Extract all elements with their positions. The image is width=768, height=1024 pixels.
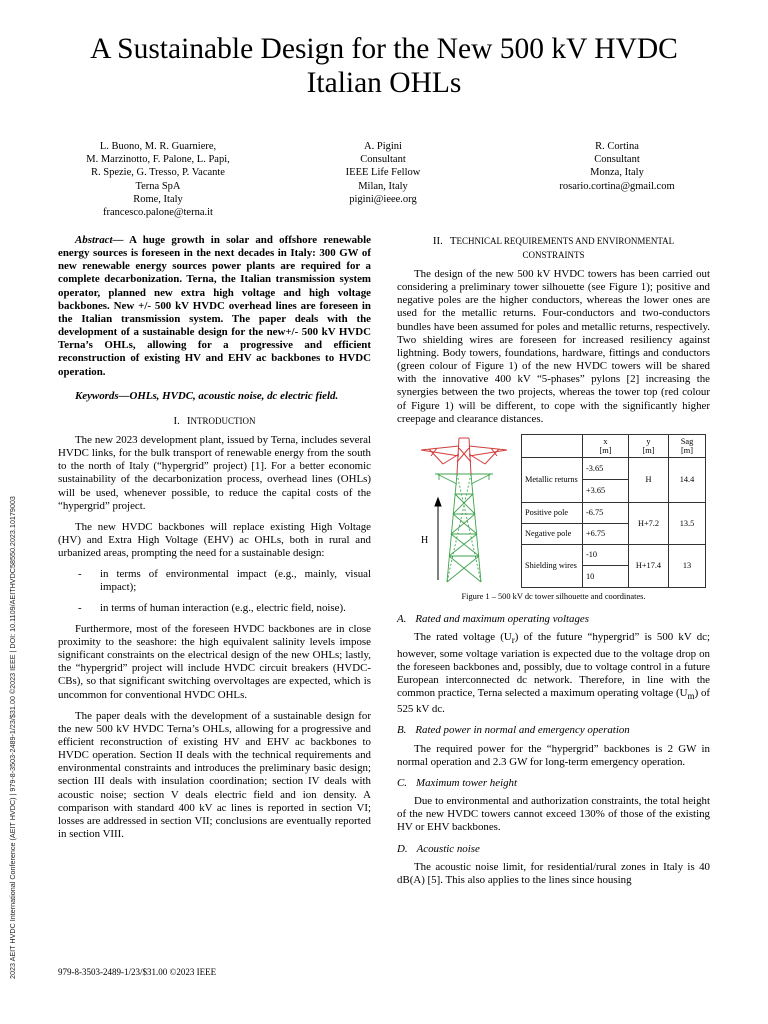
abstract — [58, 234, 371, 379]
header-x: x — [603, 436, 608, 446]
cell-x: 10 — [583, 566, 629, 588]
subsection-number: D. — [397, 842, 408, 855]
list-item-text: in terms of human interaction (e.g., electric field, noise). — [100, 601, 346, 614]
cell-x: -10 — [583, 544, 629, 566]
intro-paragraph-2: The new HVDC backbones will replace existing High Voltage (HV) and Extra High Voltage (EHV) ac OHLs, both in rural and urbanized areas, prompting the need for a sustainable design: — [58, 520, 371, 560]
list-item — [58, 602, 371, 615]
subsection-heading-a — [397, 613, 710, 626]
header-y-unit: [m] — [642, 445, 655, 455]
figure-1 — [397, 434, 710, 588]
author-email[interactable]: rosario.cortina@gmail.com — [559, 180, 675, 192]
author-line: Rome, Italy — [133, 193, 183, 205]
cell-y: H+17.4 — [629, 544, 669, 587]
title-line-1: A Sustainable Design for the New 500 kV HVDC — [90, 33, 678, 65]
abstract-body: A huge growth in solar and offshore renewable energy sources is foreseen in the next decades in Italy: 300 GW of new renewable energy sources power plants are required for a complete decarbonization. Terna, the Italian transmission system operator, planned new extra high voltage and high voltage backbones. New +/- 500 kV HVDC overhead lines are foreseen in the Italian transmission system. The paper deals with the development of a sustainable design for the new+/- 500 kV HVDC Terna’s OHLs, allowing for a progressive and efficient reconstruction of existing HV and EHV ac backbones to HVDC operation. — [58, 234, 371, 378]
list-item-text: in terms of environmental impact (e.g., mainly, visual impact); — [100, 568, 371, 594]
section-number: I. — [173, 414, 180, 427]
coordinates-table — [521, 434, 706, 588]
cell-sag: 14.4 — [669, 457, 706, 502]
author-line: L. Buono, M. R. Guarniere, — [99, 141, 217, 152]
cell-y: H+7.2 — [629, 502, 669, 544]
section-number: II. — [432, 235, 443, 247]
cell-x: +6.75 — [583, 523, 629, 544]
author-email[interactable]: francesco.palone@terna.it — [103, 207, 213, 219]
height-label: H — [421, 534, 429, 546]
paper-title — [40, 32, 728, 100]
author-email[interactable]: pigini@ieee.org — [349, 193, 417, 205]
author-line: Monza, Italy — [590, 167, 644, 179]
right-column — [397, 234, 710, 895]
author-line: A. Pigini — [364, 141, 402, 152]
section-title-rest: ECHNICAL REQUIREMENTS AND ENVIRONMENTAL — [456, 236, 675, 246]
table-header-row — [522, 434, 706, 457]
cell-sag: 13.5 — [669, 502, 706, 544]
subsection-title: Maximum tower height — [416, 776, 518, 789]
author-line: M. Marzinotto, F. Palone, L. Papi, — [86, 154, 230, 166]
header-sag: Sag — [680, 436, 694, 446]
row-label: Metallic returns — [522, 457, 583, 502]
tower-silhouette-image — [397, 434, 521, 588]
page-footer: 979-8-3503-2489-1/23/$31.00 ©2023 IEEE — [58, 967, 217, 977]
subsection-d-paragraph: The acoustic noise limit, for residential/rural zones in Italy is 40 dB(A) [5]. This also applies to the lines since housing — [397, 860, 710, 886]
cell-sag: 13 — [669, 544, 706, 587]
conference-sidebar: 2023 AEIT HVDC International Conference (AEIT HVDC) | 979-8-3503-2489-1/23/$31.00 ©2023 IEEE | DOI: 10.1109/AEITHVDC58550.2023.10179003 — [8, 496, 17, 979]
header-x-unit: [m] — [599, 445, 612, 455]
subsection-heading-c — [397, 777, 710, 790]
author-block-3 — [537, 140, 697, 193]
subsection-heading-d — [397, 843, 710, 856]
dash-marker: - — [78, 601, 82, 614]
subsection-number: C. — [397, 776, 407, 789]
subsection-title: Acoustic noise — [416, 842, 480, 855]
table-row — [522, 457, 706, 480]
section-heading-introduction — [58, 414, 371, 428]
subsection-heading-b — [397, 724, 710, 737]
section-heading-technical-requirements — [397, 234, 710, 262]
height-arrow — [435, 498, 441, 580]
cell-x: -6.75 — [583, 502, 629, 523]
table-header-sag — [669, 434, 706, 457]
subscript: r — [511, 635, 515, 646]
cell-y: H — [629, 457, 669, 502]
table-row — [522, 502, 706, 523]
subsection-title: Rated power in normal and emergency operation — [415, 724, 630, 737]
title-line-2: Italian OHLs — [306, 67, 462, 99]
tower-top-lattice — [421, 438, 507, 474]
author-line: Milan, Italy — [358, 180, 408, 192]
author-block-1 — [58, 140, 258, 219]
header-sag-unit: [m] — [681, 445, 693, 455]
text-run: The rated voltage (U — [414, 631, 512, 644]
table-header-y — [629, 434, 669, 457]
section-title-line-2: CONSTRAINTS — [522, 250, 585, 260]
subsection-number: B. — [397, 724, 407, 737]
abstract-dash: — — [112, 234, 124, 246]
design-aspects-list — [58, 568, 371, 614]
subsection-c-paragraph: Due to environmental and authorization constraints, the total height of the new HVDC towers cannot exceed 130% of those of the existing HV or EHV backbones. — [397, 795, 710, 834]
section-title-rest: NTRODUCTION — [190, 415, 256, 426]
subscript: m — [687, 691, 695, 702]
intro-paragraph-1: The new 2023 development plant, issued by Terna, includes several HVDC links, for the bulk transport of renewable energy from the south to the north of Italy (“hypergrid” project) [1]. For a better economic sustainability of the decarbonization process, overhead lines (OHLs) will be used, whenever possible, to reduce the capital costs of the “hypergrid” project. — [58, 433, 371, 512]
author-line: R. Spezie, G. Tresso, P. Vacante — [91, 167, 225, 179]
tower-body — [435, 474, 493, 582]
author-block-2 — [313, 140, 453, 206]
left-column — [58, 234, 371, 849]
row-label: Negative pole — [522, 523, 583, 544]
author-line: IEEE Life Fellow — [345, 167, 421, 179]
cell-x: -3.65 — [583, 457, 629, 480]
header-y: y — [646, 436, 651, 446]
technical-paragraph-1: The design of the new 500 kV HVDC towers has been carried out considering a preliminary tower silhouette (see Figure 1); positive and negative poles are the higher conductors, whereas the lower ones are used for the metallic returns. Four-conductors and two-conductors bundles have been assumed for poles and metallic returns, respectively. Two shielding wires are foreseen for increased resiliency against lightning. Body towers, foundations, hardware, fittings and conductors (green colour of Figure 1) of the new HVDC towers will be shared with the innovative 400 kV “5-phases” pylons [2] increasing the synergies between the two projects, whereas the tower top (red colour of Figure 1) will be different, to cope with the significantly higher creepage and clearance distances. — [397, 268, 710, 425]
text-run: ) of 525 kV dc. — [397, 686, 711, 716]
dash-marker: - — [78, 568, 82, 581]
subsection-number: A. — [397, 613, 407, 626]
keywords: Keywords—OHLs, HVDC, acoustic noise, dc electric field. — [75, 389, 339, 402]
tower-body-lattice — [435, 474, 493, 582]
list-item — [58, 568, 371, 594]
section-title-initial: T — [449, 235, 457, 247]
subsection-title: Rated and maximum operating voltages — [415, 613, 590, 626]
section-title-initial: I — [186, 414, 191, 427]
row-label: Shielding wires — [522, 544, 583, 587]
table-header-x — [583, 434, 629, 457]
tower-top — [421, 438, 507, 474]
subsection-b-paragraph: The required power for the “hypergrid” backbones is 2 GW in normal operation and 2.3 GW for long-term emergency operation. — [397, 742, 710, 768]
author-line: Consultant — [594, 154, 640, 166]
text-run: ) of the future “hypergrid” is 500 kV dc; however, some voltage variation is expected due to the voltage drop on the foreseen backbones and, possibly, due to voltage control in a future European interconnected dc network. Therefore, in line with the common practice, Terna selected a maximum operating voltage (U — [397, 631, 710, 699]
intro-paragraph-4: The paper deals with the development of a sustainable design for the new 500 kV HVDC Terna’s OHLs, allowing for a progressive and efficient reconstruction of existing HV and EHV ac backbones to HVDC operation. Section II deals with the technical requirements and environmental constraints and introduces the preliminary basic design; section III deals with insulation coordination; section IV deals with acoustic noise; section V deals electric field and ion density. A comparison with standard 400 kV ac lines is reported in section VI; losses are addressed in section VII; conclusions are eventually reported in section VIII. — [58, 709, 371, 841]
figure-caption: Figure 1 – 500 kV dc tower silhouette and coordinates. — [461, 591, 646, 601]
author-line: Consultant — [360, 154, 406, 166]
table-row — [522, 544, 706, 566]
author-line: Terna SpA — [135, 180, 181, 192]
cell-x: +3.65 — [583, 480, 629, 503]
author-line: R. Cortina — [595, 141, 639, 152]
subsection-a-paragraph — [397, 631, 710, 716]
row-label: Positive pole — [522, 502, 583, 523]
intro-paragraph-3: Furthermore, most of the foreseen HVDC backbones are in close proximity to the seashore: the high equivalent salinity levels impose significant constraints on the electrical design of the new OHLs; lastly, the “hypergrid” project will include HVDC circuit breakers (HVDC-CBs), so that significant switching overvoltages are expected, which is uncommon for conventional HVDC OHLs. — [58, 622, 371, 701]
abstract-label: Abstract — [75, 234, 113, 246]
table-header-empty — [522, 434, 583, 457]
